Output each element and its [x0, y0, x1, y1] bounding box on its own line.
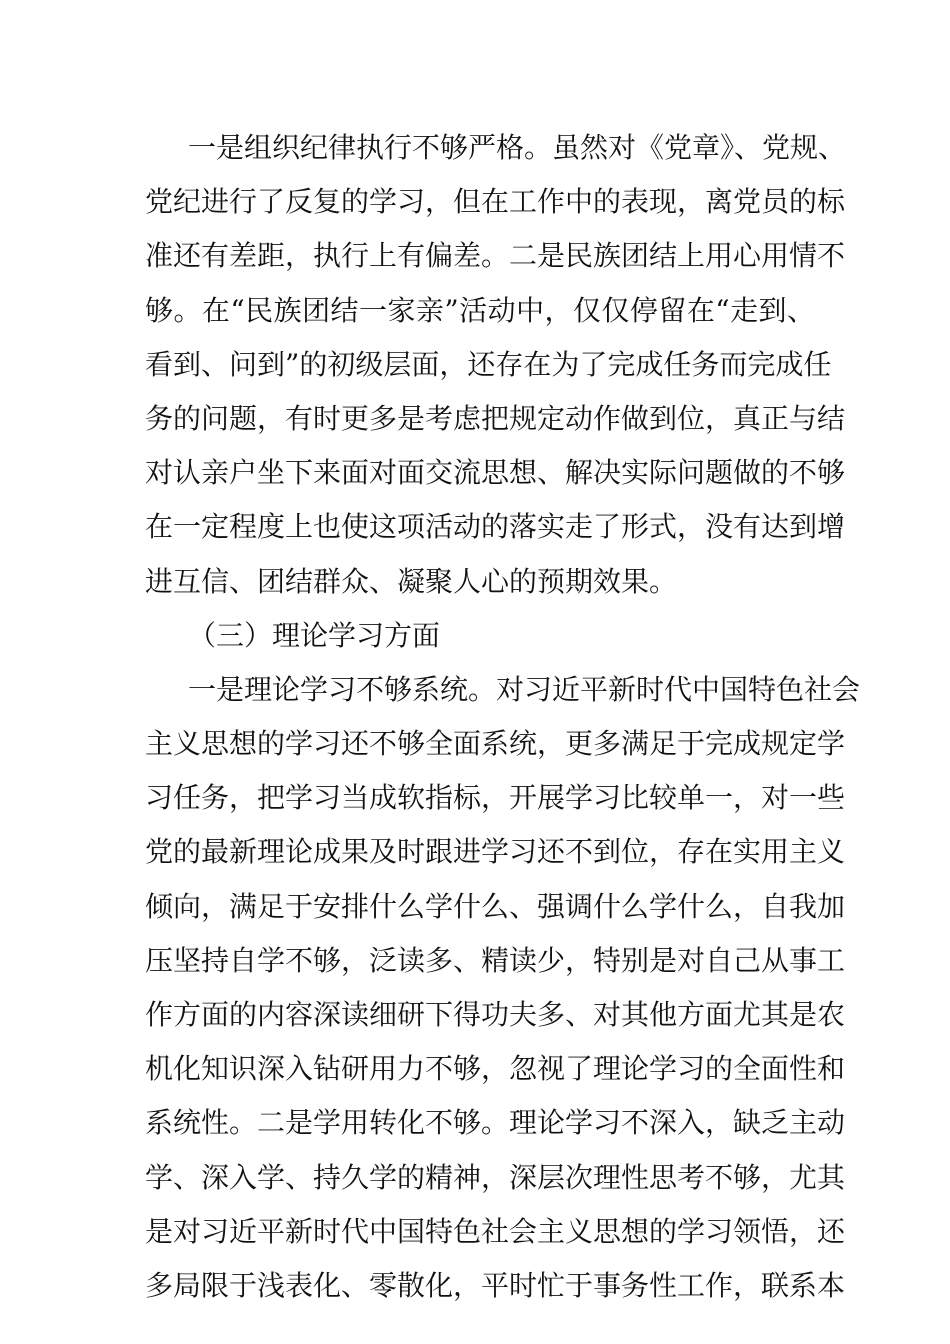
text-line: 机化知识深入钻研用力不够，忽视了理论学习的全面性和 [145, 1052, 846, 1086]
text-line: 一是理论学习不够系统。对习近平新时代中国特色社会 [188, 672, 861, 706]
section-heading: （三）理论学习方面 [188, 618, 441, 652]
text-line: 一是组织纪律执行不够严格。虽然对《党章》、党规、 [188, 131, 847, 164]
text-line: 党纪进行了反复的学习，但在工作中的表现，离党员的标 [145, 185, 846, 219]
text-line: 倾向，满足于安排什么学什么、强调什么学什么，自我加 [145, 889, 846, 923]
text-line: 进互信、团结群众、凝聚人心的预期效果。 [145, 564, 678, 598]
text-line: 在一定程度上也使这项活动的落实走了形式，没有达到增 [145, 510, 846, 544]
text-line: 够。在“民族团结一家亲”活动中，仅仅停留在“走到、 [145, 293, 815, 327]
text-line: 学、深入学、持久学的精神，深层次理性思考不够，尤其 [145, 1160, 846, 1194]
text-line: 准还有差距，执行上有偏差。二是民族团结上用心用情不 [145, 239, 846, 273]
text-line: 系统性。二是学用转化不够。理论学习不深入，缺乏主动 [145, 1106, 846, 1140]
text-line: 党的最新理论成果及时跟进学习还不到位，存在实用主义 [145, 835, 846, 869]
text-line: 看到、问到”的初级层面，还存在为了完成任务而完成任 [145, 347, 832, 381]
text-line: 务的问题，有时更多是考虑把规定动作做到位，真正与结 [145, 401, 846, 435]
body-text [145, 128, 861, 1320]
text-line: 习任务，把学习当成软指标，开展学习比较单一，对一些 [145, 781, 846, 815]
text-line: 是对习近平新时代中国特色社会主义思想的学习领悟，还 [145, 1214, 846, 1248]
text-line: 多局限于浅表化、零散化，平时忙于事务性工作，联系本 [145, 1268, 846, 1302]
text-line: 压坚持自学不够，泛读多、精读少，特别是对自己从事工 [145, 943, 846, 977]
text-line: 主义思想的学习还不够全面系统，更多满足于完成规定学 [145, 727, 846, 761]
text-line: 作方面的内容深读细研下得功夫多、对其他方面尤其是农 [145, 998, 846, 1031]
text-line: 对认亲户坐下来面对面交流思想、解决实际问题做的不够 [145, 456, 846, 490]
